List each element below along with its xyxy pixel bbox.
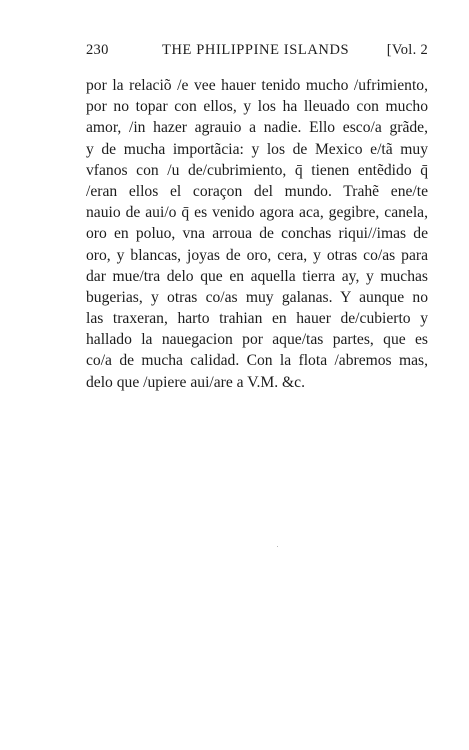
- paper-speck: [277, 546, 278, 547]
- text-line: por no topar con ellos, y los ha lleuado con mucho: [86, 98, 428, 116]
- text-line: amor, /in hazer agrauio a nadie. Ello esco/a grãde,: [86, 119, 428, 137]
- text-line: por la relaciõ /e vee hauer tenido mucho /ufrimiento,: [86, 77, 428, 94]
- text-line: oro, y blancas, joyas de oro, cera, y otras co/as para: [86, 246, 428, 264]
- body-text: [86, 75, 428, 393]
- text-line: vfanos con /u de/cubrimiento, q̄ tienen entẽdido q̄: [86, 161, 428, 179]
- running-head: [86, 42, 428, 62]
- text-line: y de mucha importãcia: y los de Mexico e/tã muy: [86, 140, 428, 158]
- text-line: nauio de aui/o q̄ es venido agora aca, gegibre, canela,: [86, 204, 428, 222]
- volume-label: [Vol. 2: [386, 42, 428, 58]
- text-line: oro en poluo, vna arroua de conchas riqui//imas de: [86, 225, 428, 243]
- text-line: co/a de mucha calidad. Con la flota /abremos mas,: [86, 352, 428, 370]
- page-number: 230: [86, 42, 109, 58]
- text-line: hallado la nauegacion por aque/tas partes, que es: [86, 331, 428, 349]
- text-line: bugerias, y otras co/as muy galanas. Y aunque no: [86, 288, 428, 306]
- text-line: dar mue/tra delo que en aquella tierra ay, y muchas: [86, 267, 428, 285]
- text-line: las traxeran, harto trahian en hauer de/cubierto y: [86, 310, 428, 328]
- running-title: THE PHILIPPINE ISLANDS: [162, 42, 350, 58]
- text-line-last: delo que /upiere aui/are a V.M. &c.: [86, 373, 305, 391]
- text-line: /eran ellos el coraçon del mundo. Trahẽ ene/te: [86, 182, 428, 200]
